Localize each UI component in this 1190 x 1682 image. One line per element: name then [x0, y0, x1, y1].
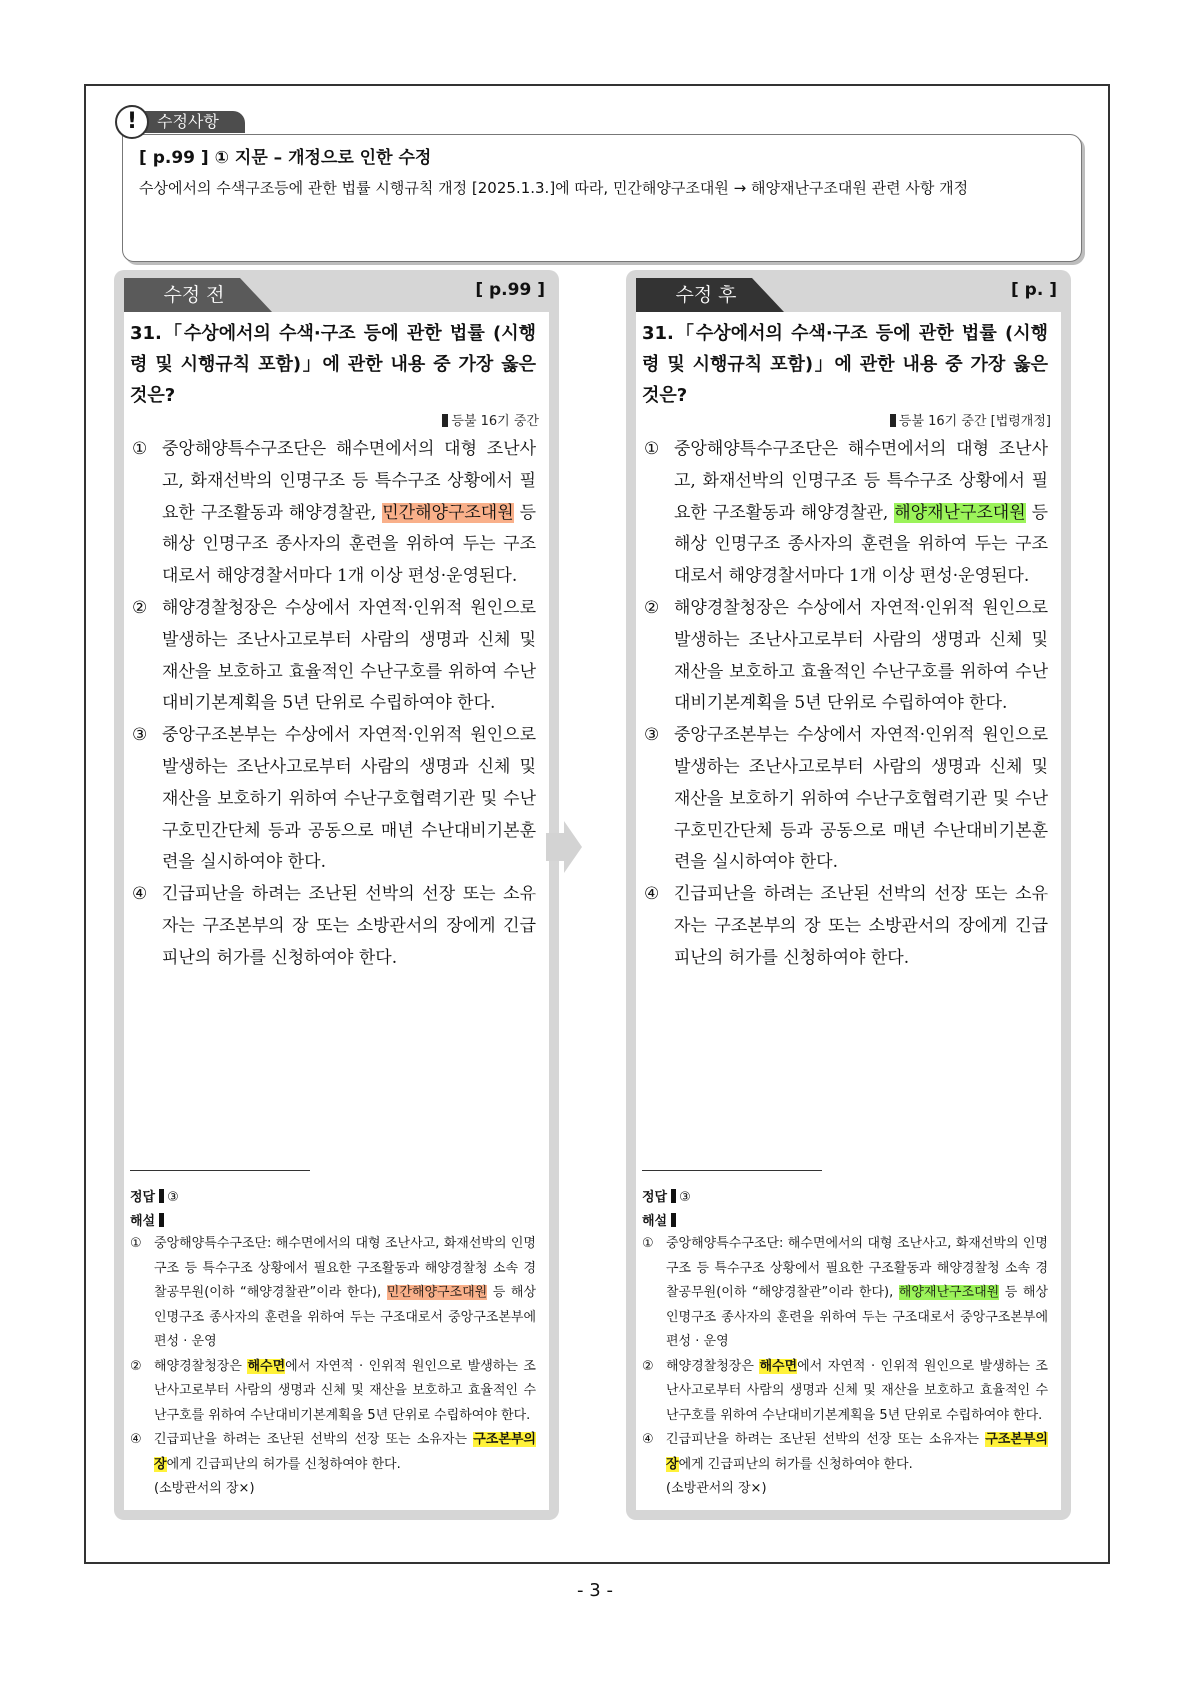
after-tab [636, 278, 776, 312]
choice-3 [642, 720, 1048, 879]
choice-text: 중앙구조본부는 수상에서 자연적·인위적 원인으로 발생하는 조난사고로부터 사람의 생명과 신체 및 재산을 보호하기 위하여 수난구호협력기관 및 수난구호민간단체 등과 공동으로 매년 수난대비기본훈련을 실시하여야 한다. [674, 725, 1048, 873]
highlight-old-term: 민간해양구조대원 [386, 1285, 488, 1300]
explanation-text: 에서 자연적 · 인위적 원인으로 발생하는 조난사고로부터 사람의 생명과 신체 및 재산을 보호하고 효율적인 수난구호를 위하여 수난대비기본계획을 5년 단위로 수립하여야 한다. [154, 1358, 536, 1423]
explanation-number: ④ [130, 1432, 142, 1447]
explanation-text: 에서 자연적 · 인위적 원인으로 발생하는 조난사고로부터 사람의 생명과 신체 및 재산을 보호하고 효율적인 수난구호를 위하여 수난대비기본계획을 5년 단위로 수립하여야 한다. [666, 1358, 1048, 1423]
choice-number: ③ [644, 725, 660, 746]
explanation-label: 해설 [642, 1214, 668, 1229]
answer-label: 정답 [130, 1190, 156, 1205]
explanation-item-2 [642, 1355, 1048, 1429]
exclamation-icon: ! [115, 105, 149, 139]
explanation-note: (소방관서의 장×) [154, 1481, 255, 1496]
arrow-right-icon [546, 821, 582, 873]
choice-number: ② [644, 597, 660, 618]
explanation-number: ① [642, 1236, 654, 1251]
highlight-old-term: 민간해양구조대원 [382, 502, 514, 523]
before-content [124, 312, 549, 1510]
explanation-item-4 [130, 1428, 536, 1477]
choice-text: 해양경찰청장은 수상에서 자연적·인위적 원인으로 발생하는 조난사고로부터 사람의 생명과 신체 및 재산을 보호하고 효율적인 수난구호를 위하여 수난대비기본계획을 5년 단위로 수립하여야 한다. [674, 597, 1048, 714]
choice-number: ① [132, 439, 148, 459]
choice-text: 긴급피난을 하려는 조난된 선박의 선장 또는 소유자는 구조본부의 장 또는 소방관서의 장에게 긴급피난의 허가를 신청하여야 한다. [162, 884, 536, 968]
answer-value: ③ [679, 1190, 691, 1205]
explanation-label: 해설 [130, 1214, 156, 1229]
explanation-item-1 [130, 1232, 536, 1355]
highlight-key-term: 구조본부의 장 [666, 1432, 1048, 1472]
after-tab-label: 수정 후 [675, 284, 737, 306]
answer-marker-icon [159, 1189, 164, 1203]
choice-text: 등 해상 인명구조 종사자의 훈련을 위하여 두는 구조대로서 해양경찰서마다 1개 이상 편성·운영된다. [674, 502, 1048, 587]
choice-text: 중앙구조본부는 수상에서 자연적·인위적 원인으로 발생하는 조난사고로부터 사람의 생명과 신체 및 재산을 보호하기 위하여 수난구호협력기관 및 수난구호민간단체 등과 공동으로 매년 수난대비기본훈련을 실시하여야 한다. [162, 725, 536, 873]
highlight-new-term: 해양재난구조대원 [898, 1285, 1000, 1300]
explanation-text: 해양경찰청장은 [154, 1358, 248, 1374]
explanation-marker-icon [159, 1213, 164, 1227]
notice-title: [ p.99 ] ① 지문 – 개정으로 인한 수정 [139, 148, 432, 168]
explanation-text: 에게 긴급피난의 허가를 신청하여야 한다. [166, 1456, 401, 1472]
source-text: 등불 16기 중간 [법령개정] [898, 414, 1051, 429]
explanation-heading [130, 1210, 167, 1229]
explanation-number: ② [642, 1358, 654, 1374]
choice-2 [130, 593, 536, 720]
explanation-text: 긴급피난을 하려는 조난된 선박의 선장 또는 소유자는 [154, 1432, 474, 1447]
after-panel [626, 270, 1071, 1520]
explanation-text: 에게 긴급피난의 허가를 신청하여야 한다. [678, 1456, 913, 1472]
after-page-ref: [ p. ] [1010, 280, 1057, 300]
notice-tab-label: 수정사항 [137, 111, 245, 133]
highlight-new-term: 해양재난구조대원 [894, 502, 1026, 523]
explanation-text: 등 해상 인명구조 종사자의 훈련을 위하여 두는 구조대로서 중앙구조본부에 편성 · 운영 [154, 1285, 536, 1349]
explanation-number: ④ [642, 1432, 654, 1447]
before-tab [124, 278, 264, 312]
explanation-heading [642, 1210, 679, 1229]
before-page-ref: [ p.99 ] [475, 280, 545, 300]
explanation-number: ② [130, 1358, 142, 1374]
explanation-item-1 [642, 1232, 1048, 1355]
choice-list [642, 434, 1048, 975]
question-text: 31.「수상에서의 수색·구조 등에 관한 법률 (시행령 및 시행규칙 포함)」에 관한 내용 중 가장 옳은 것은? [642, 323, 1048, 406]
explanation-text: 긴급피난을 하려는 조난된 선박의 선장 또는 소유자는 [666, 1432, 986, 1447]
after-content [636, 312, 1061, 1510]
choice-number: ③ [132, 725, 148, 746]
explanation-text: 등 해상 인명구조 종사자의 훈련을 위하여 두는 구조대로서 중앙구조본부에 편성 · 운영 [666, 1285, 1048, 1349]
answer-line [642, 1186, 691, 1205]
choice-number: ② [132, 597, 148, 618]
source-text: 등불 16기 중간 [451, 414, 539, 429]
choice-text: 긴급피난을 하려는 조난된 선박의 선장 또는 소유자는 구조본부의 장 또는 소방관서의 장에게 긴급피난의 허가를 신청하여야 한다. [674, 884, 1048, 968]
choice-2 [642, 593, 1048, 720]
answer-label: 정답 [642, 1190, 668, 1205]
divider [642, 1170, 822, 1171]
choice-number: ④ [644, 884, 660, 905]
choice-4 [642, 879, 1048, 974]
choice-text: 해양경찰청장은 수상에서 자연적·인위적 원인으로 발생하는 조난사고로부터 사람의 생명과 신체 및 재산을 보호하고 효율적인 수난구호를 위하여 수난대비기본계획을 5년 단위로 수립하여야 한다. [162, 597, 536, 714]
notice-body: 수상에서의 수색구조등에 관한 법률 시행규칙 개정 [2025.1.3.]에 따라, 민간해양구조대원 → 해양재난구조대원 관련 사항 개정 [139, 179, 969, 197]
page-number: - 3 - [577, 1580, 613, 1601]
source-marker-icon [442, 414, 448, 427]
highlight-key-term: 해수면 [247, 1358, 286, 1374]
explanation-marker-icon [671, 1213, 676, 1227]
page-frame [84, 84, 1110, 1564]
answer-marker-icon [671, 1189, 676, 1203]
explanation [130, 1232, 536, 1502]
choice-text: 등 해상 인명구조 종사자의 훈련을 위하여 두는 구조대로서 해양경찰서마다 1개 이상 편성·운영된다. [162, 502, 536, 587]
choice-3 [130, 720, 536, 879]
answer-line [130, 1186, 179, 1205]
choice-text: 중앙해양특수구조단은 해수면에서의 대형 조난사고, 화재선박의 인명구조 등 특수구조 상황에서 필요한 구조활동과 해양경찰관, [162, 439, 536, 523]
choice-number: ① [644, 439, 660, 459]
explanation-note: (소방관서의 장×) [666, 1481, 767, 1496]
highlight-key-term: 해수면 [759, 1358, 798, 1374]
choice-list [130, 434, 536, 975]
before-panel [114, 270, 559, 1520]
choice-number: ④ [132, 884, 148, 905]
explanation-number: ① [130, 1236, 142, 1251]
before-tab-label: 수정 전 [163, 284, 225, 306]
question-text: 31.「수상에서의 수색·구조 등에 관한 법률 (시행령 및 시행규칙 포함)」에 관한 내용 중 가장 옳은 것은? [130, 323, 536, 406]
explanation-item-4 [642, 1428, 1048, 1477]
explanation-text: 해양경찰청장은 [666, 1358, 760, 1374]
choice-text: 중앙해양특수구조단은 해수면에서의 대형 조난사고, 화재선박의 인명구조 등 특수구조 상황에서 필요한 구조활동과 해양경찰관, [674, 439, 1048, 523]
choice-4 [130, 879, 536, 974]
highlight-key-term: 구조본부의 장 [154, 1432, 536, 1472]
explanation-text: 중앙해양특수구조단: 해수면에서의 대형 조난사고, 화재선박의 인명구조 등 특수구조 상황에서 필요한 구조활동과 해양경찰청 소속 경찰공무원(이하 “해양경찰관”이라 한다), [154, 1236, 536, 1300]
explanation-item-2 [130, 1355, 536, 1429]
question-source [890, 410, 1051, 429]
choice-1 [130, 434, 536, 593]
source-marker-icon [890, 414, 896, 427]
revision-notice [122, 109, 1082, 262]
divider [130, 1170, 310, 1171]
question-source [442, 410, 539, 429]
choice-1 [642, 434, 1048, 593]
answer-value: ③ [167, 1190, 179, 1205]
explanation-text: 중앙해양특수구조단: 해수면에서의 대형 조난사고, 화재선박의 인명구조 등 특수구조 상황에서 필요한 구조활동과 해양경찰청 소속 경찰공무원(이하 “해양경찰관”이라 한다), [666, 1236, 1048, 1300]
explanation [642, 1232, 1048, 1502]
